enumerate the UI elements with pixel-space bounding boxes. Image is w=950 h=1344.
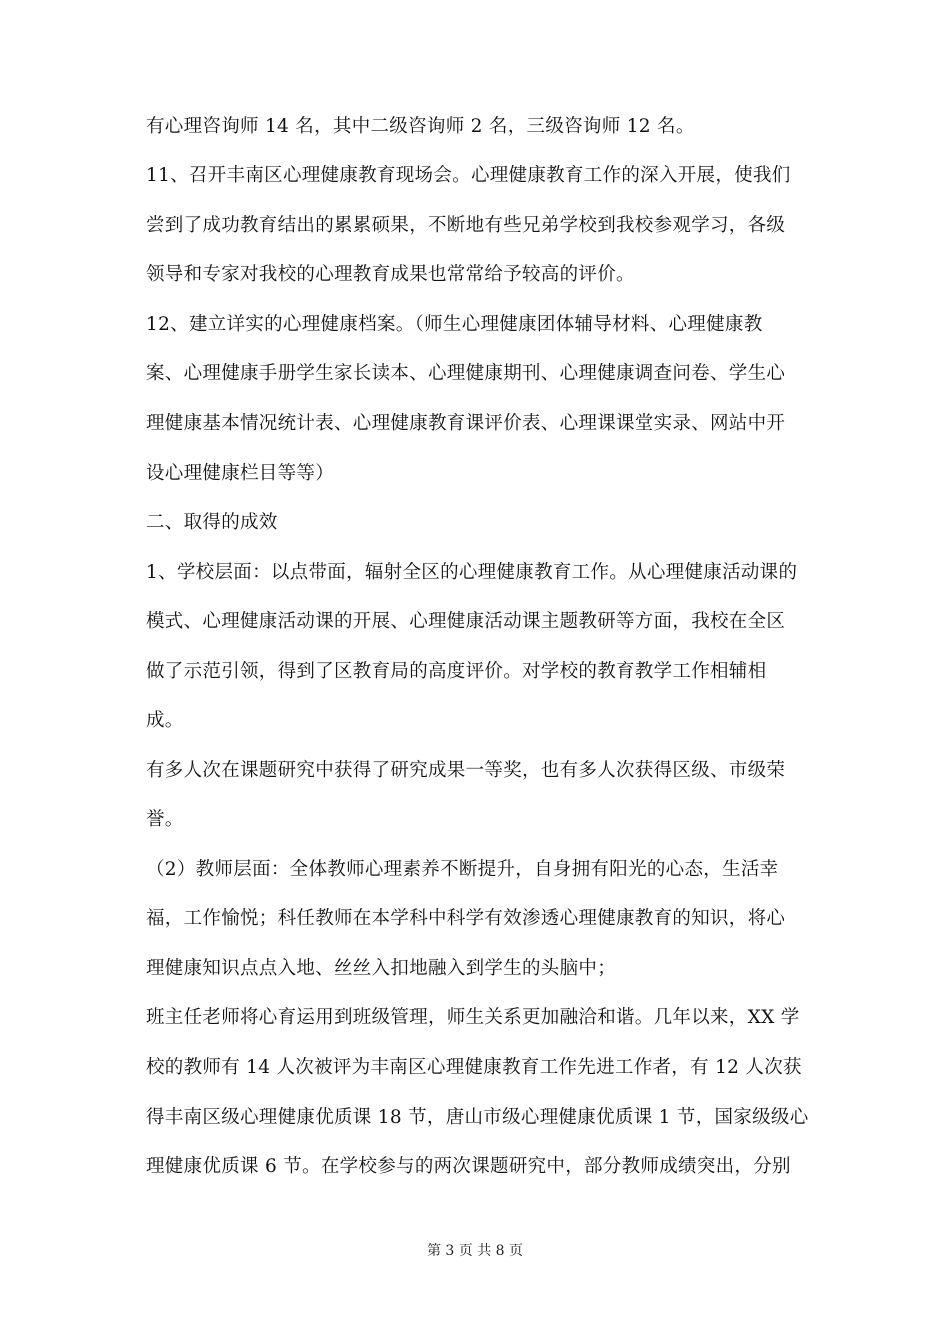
text-line: 11、召开丰南区心理健康教育现场会。心理健康教育工作的深入开展，使我们 (146, 165, 791, 186)
text-line: 理健康基本情况统计表、心理健康教育课评价表、心理课课堂实录、网站中开 (146, 413, 786, 434)
text-line: 誉。 (146, 809, 184, 830)
text-line: 班主任老师将心育运用到班级管理，师生关系更加融洽和谐。几年以来，XX 学 (146, 1007, 800, 1028)
text-line: 校的教师有 14 人次被评为丰南区心理健康教育工作先进工作者，有 12 人次获 (146, 1057, 802, 1078)
text-line: 模式、心理健康活动课的开展、心理健康活动课主题教研等方面，我校在全区 (146, 611, 786, 632)
text-line: 12、建立详实的心理健康档案。（师生心理健康团体辅导材料、心理健康教 (146, 314, 763, 335)
text-line: 有心理咨询师 14 名，其中二级咨询师 2 名，三级咨询师 12 名。 (146, 116, 695, 137)
text-line: 做了示范引领，得到了区教育局的高度评价。对学校的教育教学工作相辅相 (146, 661, 767, 682)
text-line: 理健康优质课 6 节。在学校参与的两次课题研究中，部分教师成绩突出，分别 (146, 1156, 791, 1177)
text-line: 得丰南区级心理健康优质课 18 节，唐山市级心理健康优质课 1 节，国家级级心 (146, 1107, 809, 1128)
section-heading: 二、取得的成效 (146, 512, 278, 533)
text-line: 有多人次在课题研究中获得了研究成果一等奖，也有多人次获得区级、市级荣 (146, 760, 786, 781)
text-line: （2）教师层面：全体教师心理素养不断提升，自身拥有阳光的心态，生活幸 (146, 859, 779, 880)
text-line: 设心理健康栏目等等） (146, 463, 335, 484)
text-line: 案、心理健康手册学生家长读本、心理健康期刊、心理健康调查问卷、学生心 (146, 363, 786, 384)
text-line: 理健康知识点点入地、丝丝入扣地融入到学生的头脑中； (146, 958, 617, 979)
text-line: 尝到了成功教育结出的累累硕果，不断地有些兄弟学校到我校参观学习，各级 (146, 215, 786, 236)
text-line: 领导和专家对我校的心理教育成果也常常给予较高的评价。 (146, 264, 635, 285)
page-number-footer: 第 3 页 共 8 页 (426, 1243, 524, 1259)
text-line: 成。 (146, 710, 184, 731)
text-line: 1、学校层面：以点带面，辐射全区的心理健康教育工作。从心理健康活动课的 (146, 562, 798, 583)
text-line: 福，工作愉悦；科任教师在本学科中科学有效渗透心理健康教育的知识，将心 (146, 908, 786, 929)
